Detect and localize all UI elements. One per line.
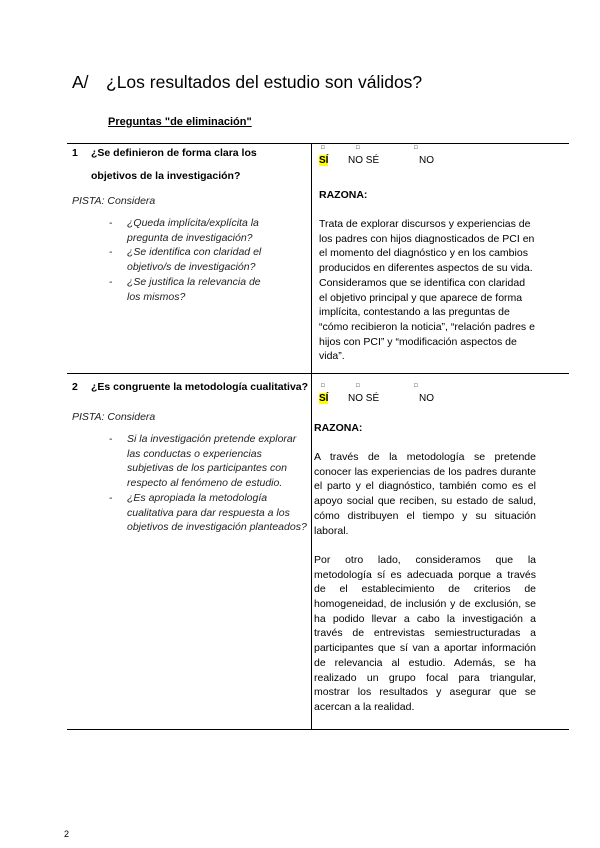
option-no-label: NO	[419, 393, 434, 404]
question-1-title: ¿Se definieron de forma clara los objetivos de la investigación?	[91, 147, 257, 182]
checkbox-icon[interactable]: □	[321, 145, 325, 151]
page-number: 2	[64, 829, 70, 839]
question-2-number: 2	[72, 381, 78, 393]
question-1-options	[319, 145, 559, 171]
list-item: - ¿Es apropiada la metodología cualitativa para dar respuesta a los objetivos de investigación planteados?	[107, 491, 307, 535]
answer-paragraph: A través de la metodología se pretende conocer las experiencias de los padres durante el parto y el diagnóstico, también como es el apoyo social que reciben, su estado de salud, cómo distribuyen el tiempo y su situación laboral.	[314, 451, 536, 537]
answer-paragraph: Por otro lado, consideramos que la metodología sí es adecuada porque a través de el establecimiento de criterios de homogeneidad, de inclusión y de exclusión, se ha podido llevar a cabo la investigación a través de entrevistas semiestructuradas a participantes que sí van a aportar información de relevancia al estudio. Además, se ha realizado un grupo focal para triangular, mostrar los resultados y asegurar que se acercan a la realidad.	[314, 553, 536, 713]
answer-paragraph: Trata de explorar discursos y experiencias de los padres con hijos diagnosticados de PCI en el momento del diagnóstico y en los cambios producidos en diferentes aspectos de su vida. Consideramos que se identifica con claridad el objetivo principal y que aparece de forma implícita, contestando a las preguntas de “cómo recibieron la noticia”, “relación padres e hijos con PCI” y “modificación aspectos de vida”.	[319, 218, 535, 363]
option-yes-label: SÍ	[319, 155, 329, 166]
question-2-hint: PISTA: Considera	[72, 411, 156, 423]
option-dont-know-label: NO SÉ	[348, 393, 380, 404]
checkbox-icon[interactable]: □	[414, 383, 418, 389]
question-1-bullets	[107, 216, 275, 304]
table-rule-middle	[67, 373, 569, 374]
question-2-bullets	[107, 432, 307, 535]
checkbox-icon[interactable]: □	[321, 383, 325, 389]
section-number: A/	[72, 72, 89, 92]
list-item: - ¿Se justifica la relevancia de los mismos?	[107, 275, 275, 304]
question-1-answer	[319, 217, 535, 364]
question-1-number: 1	[72, 147, 78, 159]
question-1-hint: PISTA: Considera	[72, 195, 156, 207]
section-subtitle: Preguntas "de eliminación"	[108, 116, 252, 128]
table-rule-bottom	[67, 729, 569, 730]
checkbox-icon[interactable]: □	[356, 145, 360, 151]
option-no-label: NO	[419, 155, 434, 166]
table-column-divider	[311, 143, 312, 729]
checkbox-icon[interactable]: □	[414, 145, 418, 151]
questions-table	[67, 143, 569, 729]
list-item: - ¿Queda implícita/explícita la pregunta de investigación?	[107, 216, 275, 245]
question-2-options	[319, 383, 559, 409]
checkbox-icon[interactable]: □	[356, 383, 360, 389]
list-item: - ¿Se identifica con claridad el objetivo/s de investigación?	[107, 245, 275, 274]
option-dont-know-label: NO SÉ	[348, 155, 380, 166]
question-2-title: ¿Es congruente la metodología cualitativa?	[91, 381, 309, 393]
list-item: - Si la investigación pretende explorar las conductas o experiencias subjetivas de los participantes con respecto al fenómeno de estudio.	[107, 432, 307, 491]
question-2-answer	[314, 450, 536, 715]
question-2-razona-label: RAZONA:	[314, 422, 363, 434]
question-1-razona-label: RAZONA:	[319, 189, 368, 201]
section-heading	[72, 72, 422, 93]
option-yes-label: SÍ	[319, 393, 329, 404]
section-title: ¿Los resultados del estudio son válidos?	[106, 72, 423, 92]
